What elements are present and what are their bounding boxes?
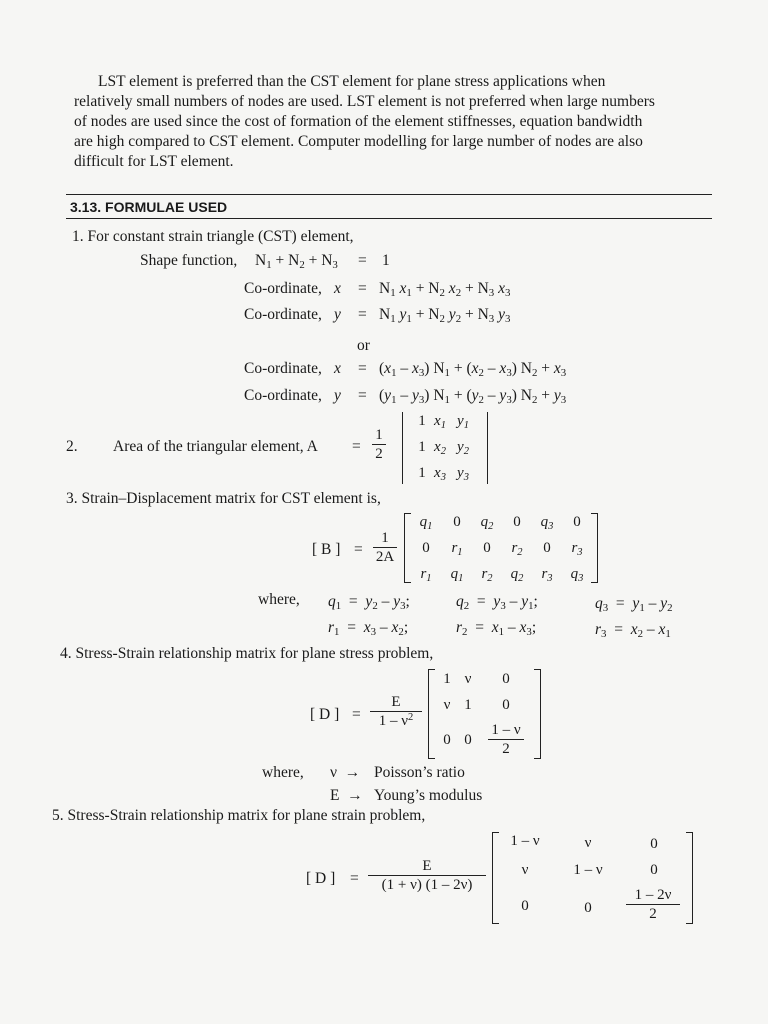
intro-line: are high compared to CST element. Computer modelling for large number of nodes are also [74, 133, 643, 150]
matrix-cell: 1 – ν [573, 862, 603, 878]
fraction-numerator: 1 [381, 530, 389, 546]
r1-def: $r_1 = x_3 - x_2$; [328, 619, 409, 638]
fraction-numerator: 1 – ν [491, 722, 521, 738]
shape-function-label: Shape function, [140, 252, 238, 269]
nu-symbol: ν → [330, 764, 361, 781]
matrix-bracket-right [686, 832, 693, 924]
det-cell: 1 [418, 413, 426, 429]
matrix-cell: $r_1$ [420, 566, 432, 584]
matrix-cell: 0 [650, 836, 658, 852]
matrix-cell: 0 [443, 732, 451, 748]
equals-sign: = [352, 438, 361, 455]
matrix-cell: $r_2$ [511, 540, 523, 558]
matrix-cell: ν [584, 835, 592, 851]
matrix-cell: 0 [464, 732, 472, 748]
fraction-bar [488, 739, 524, 740]
fraction-denominator: 2 [375, 446, 383, 462]
matrix-cell: $q_1$ [450, 566, 464, 584]
nu-definition: Poisson’s ratio [374, 764, 465, 781]
q2-def: $q_2 = y_3 - y_1$; [456, 593, 538, 612]
matrix-cell-fraction [626, 887, 680, 922]
q1-def: $q_1 = y_2 - y_3$; [328, 593, 410, 612]
item5-heading: 5. Stress-Strain relationship matrix for plane strain problem, [52, 807, 426, 824]
area-label: Area of the triangular element, A [113, 438, 318, 455]
intro-line: LST element is preferred than the CST element for plane stress applications when [98, 73, 606, 90]
coord-y-label: Co-ordinate, [244, 306, 322, 323]
matrix-cell: 1 [443, 671, 451, 687]
det-cell: $x_1$ [434, 413, 446, 431]
coord-x2-formula: $(x_1 - x_3) N_1 + (x_2 - x_3) N_2 + x_3$ [379, 360, 567, 379]
shape-function-lhs: $N_1 + N_2 + N_3$ [255, 252, 338, 271]
d-strain-lhs: [ D ] [306, 870, 336, 887]
fraction-denominator: $1 - \nu^2$ [378, 712, 414, 729]
section-rule-top [66, 194, 712, 195]
matrix-cell: 1 [464, 697, 472, 713]
item3-heading: 3. Strain–Displacement matrix for CST element is, [66, 490, 381, 507]
matrix-cell: $r_2$ [481, 566, 493, 584]
coord-x2-var: x [334, 360, 341, 377]
b-matrix-fraction [373, 530, 397, 565]
coord-x-var: x [334, 280, 341, 297]
equals-sign: = [358, 387, 367, 404]
det-cell: $x_2$ [434, 439, 446, 457]
fraction-numerator: E [422, 858, 432, 874]
matrix-cell: $q_1$ [419, 514, 433, 532]
fraction-denominator: 2 [502, 741, 510, 757]
intro-line: relatively small numbers of nodes are used. LST element is not preferred when large numbers [74, 93, 655, 110]
coord-y-formula: $N_1$ $y_1 + N_2$ $y_2 + N_3$ $y_3$ [379, 306, 511, 325]
shape-function-rhs: 1 [382, 252, 390, 269]
matrix-cell: $r_3$ [571, 540, 583, 558]
matrix-cell: 0 [543, 540, 551, 556]
matrix-cell: 1 – ν [510, 833, 540, 849]
matrix-cell: 0 [502, 697, 510, 713]
matrix-cell: 0 [513, 514, 521, 530]
matrix-cell: 0 [521, 898, 529, 914]
matrix-cell: $q_3$ [540, 514, 554, 532]
matrix-bracket-left [492, 832, 499, 924]
fraction-denominator: (1 + ν) (1 – 2ν) [381, 877, 473, 893]
matrix-cell: 0 [573, 514, 581, 530]
item1-heading: 1. For constant strain triangle (CST) element, [72, 228, 354, 245]
coord-y2-formula: $(y_1 - y_3) N_1 + (y_2 - y_3) N_2 + y_3$ [379, 387, 567, 406]
coord-y2-label: Co-ordinate, [244, 387, 322, 404]
fraction-bar [372, 444, 386, 445]
matrix-cell: $q_2$ [480, 514, 494, 532]
intro-paragraph [74, 72, 710, 172]
equals-sign: = [352, 706, 361, 723]
where-label: where, [262, 764, 304, 781]
det-cell: 1 [418, 439, 426, 455]
item4-heading: 4. Stress-Strain relationship matrix for plane stress problem, [60, 645, 434, 662]
det-cell: $x_3$ [434, 465, 446, 483]
det-cell: 1 [418, 465, 426, 481]
matrix-cell: ν [521, 862, 529, 878]
fraction-denominator: 2A [375, 549, 395, 565]
coord-x-label: Co-ordinate, [244, 280, 322, 297]
matrix-cell: ν [443, 697, 451, 713]
fraction-numerator: E [391, 694, 401, 710]
equals-sign: = [358, 252, 367, 269]
matrix-cell: 0 [502, 671, 510, 687]
det-cell: $y_1$ [457, 413, 469, 431]
r2-def: $r_2 = x_1 - x_3$; [456, 619, 537, 638]
area-fraction [372, 427, 386, 462]
equals-sign: = [358, 280, 367, 297]
d-stress-fraction [370, 694, 422, 729]
coord-x-formula: $N_1$ $x_1 + N_2$ $x_2 + N_3$ $x_3$ [379, 280, 511, 299]
matrix-bracket-right [534, 669, 541, 759]
det-cell: $y_3$ [457, 465, 469, 483]
fraction-numerator: 1 – 2ν [634, 887, 672, 903]
where-label: where, [258, 591, 300, 608]
fraction-denominator: 2 [649, 906, 657, 922]
item2-number: 2. [66, 438, 78, 455]
equals-sign: = [358, 360, 367, 377]
matrix-cell: 0 [483, 540, 491, 556]
fraction-bar [370, 711, 422, 712]
coord-y-var: y [334, 306, 341, 323]
matrix-cell: 0 [584, 900, 592, 916]
r3-def: $r_3 = x_2 - x_1$ [595, 621, 671, 640]
section-rule-bottom [66, 218, 712, 219]
intro-line: difficult for LST element. [74, 153, 234, 170]
fraction-bar [626, 904, 680, 905]
matrix-cell: $r_1$ [451, 540, 463, 558]
or-text: or [357, 337, 370, 354]
section-title: 3.13. FORMULAE USED [70, 199, 228, 215]
e-definition: Young’s modulus [374, 787, 483, 804]
matrix-cell: $r_3$ [541, 566, 553, 584]
fraction-numerator: 1 [375, 427, 383, 443]
matrix-cell: $q_3$ [570, 566, 584, 584]
b-matrix-lhs: [ B ] [312, 541, 341, 558]
coord-y2-var: y [334, 387, 341, 404]
equals-sign: = [350, 870, 359, 887]
matrix-cell: $q_2$ [510, 566, 524, 584]
matrix-cell: ν [464, 671, 472, 687]
d-matrix-lhs: [ D ] [310, 706, 340, 723]
equals-sign: = [354, 541, 363, 558]
matrix-cell: 0 [650, 862, 658, 878]
d-strain-fraction [368, 858, 486, 893]
intro-line: of nodes are used since the cost of formation of the element stiffnesses, equation bandwidth [74, 113, 643, 130]
matrix-cell: 0 [453, 514, 461, 530]
determinant-bar-right [487, 412, 488, 484]
coord-x2-label: Co-ordinate, [244, 360, 322, 377]
equals-sign: = [358, 306, 367, 323]
q3-def: $q_3 = y_1 - y_2$ [595, 595, 673, 614]
fraction-bar [368, 875, 486, 876]
fraction-bar [373, 547, 397, 548]
det-cell: $y_2$ [457, 439, 469, 457]
matrix-cell-fraction [488, 722, 524, 757]
e-symbol: E → [330, 787, 363, 804]
matrix-cell: 0 [422, 540, 430, 556]
